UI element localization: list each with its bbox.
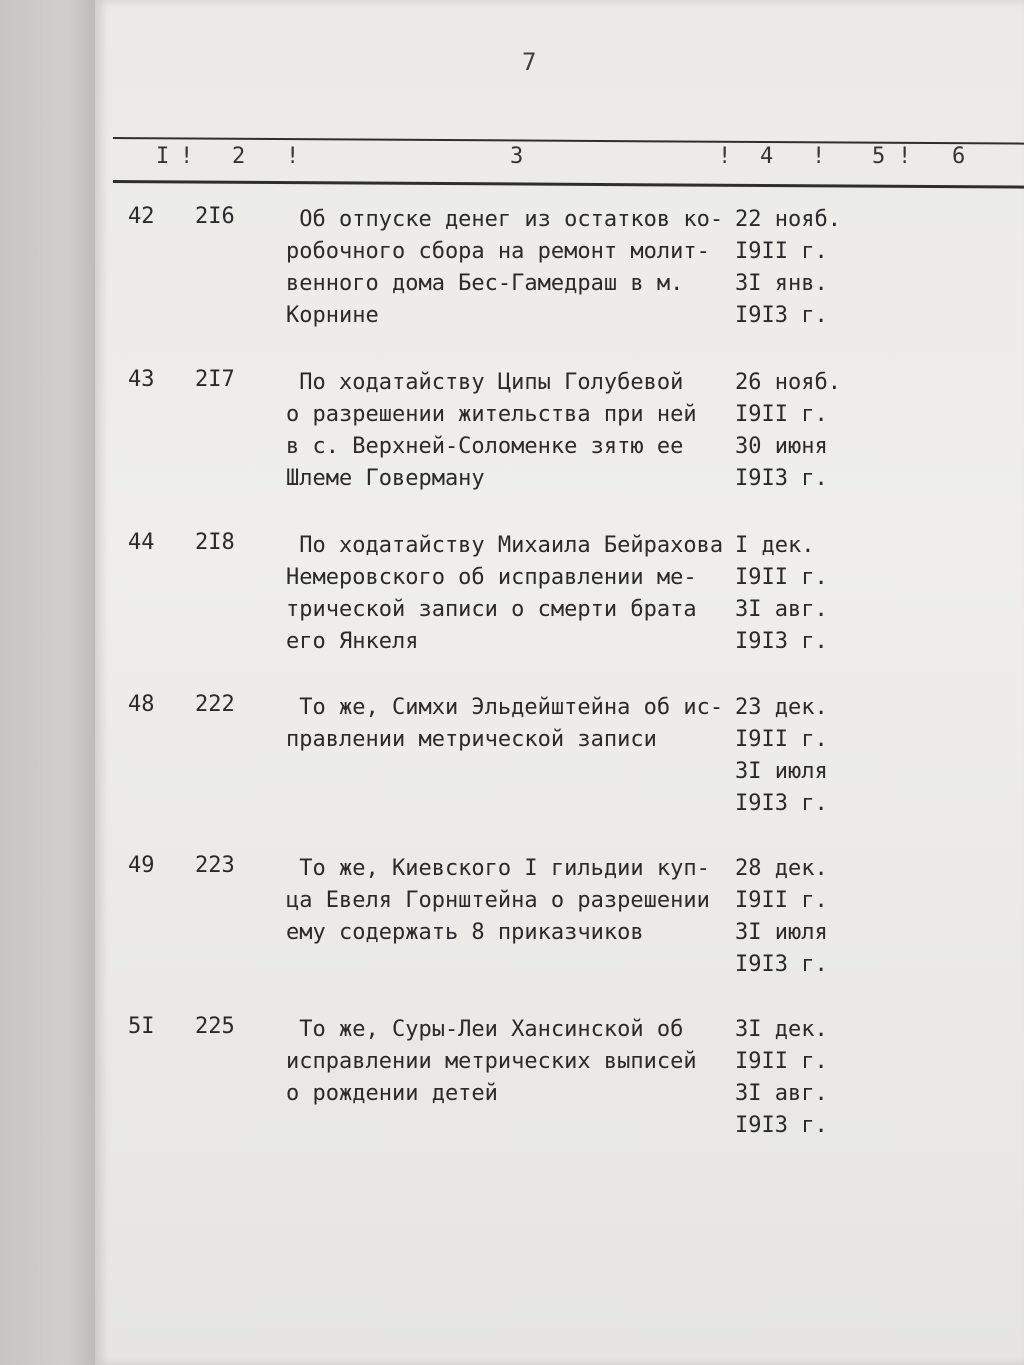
date-line: 22 нояб. <box>735 207 841 232</box>
header-col-5: 5 <box>872 144 886 169</box>
file-number: 222 <box>195 692 235 717</box>
date-line: I9II г. <box>735 239 828 264</box>
file-number: 2I8 <box>195 530 235 555</box>
header-col-6: 6 <box>952 144 966 169</box>
date-line: 26 нояб. <box>735 370 841 395</box>
description-line: венного дома Бес-Гамедраш в м. <box>286 271 684 296</box>
date-line: I9I3 г. <box>735 1113 828 1138</box>
date-line: 3I янв. <box>735 271 828 296</box>
record-number: 43 <box>128 367 155 392</box>
date-line: 23 дек. <box>735 695 828 720</box>
record-description <box>286 204 726 332</box>
description-line: о разрешении жительства при ней <box>286 402 697 427</box>
record-number: 42 <box>128 204 155 229</box>
header-separator: ! <box>812 144 826 169</box>
header-col-1: I <box>156 144 170 169</box>
description-line: робочного сбора на ремонт молит- <box>286 239 710 264</box>
date-line: I9II г. <box>735 402 828 427</box>
description-line: То же, Симхи Эльдейштейна об ис- <box>286 695 724 720</box>
date-line: 3I июля <box>735 920 828 945</box>
description-line: в с. Верхней-Соломенке зятю ее <box>286 434 684 459</box>
date-line: I9II г. <box>735 888 828 913</box>
date-line: I9I3 г. <box>735 466 828 491</box>
date-line: I9II г. <box>735 1049 828 1074</box>
description-line: Об отпуске денег из остатков ко- <box>286 207 724 232</box>
description-line: По ходатайству Михаила Бейрахова <box>286 533 724 558</box>
record-dates <box>735 367 841 495</box>
date-line: I дек. <box>735 533 815 558</box>
description-line: Шлеме Говерману <box>286 466 485 491</box>
header-col-3: 3 <box>510 144 524 169</box>
date-line: 30 июня <box>735 434 828 459</box>
record-dates <box>735 204 841 332</box>
description-line: правлении метрической записи <box>286 727 657 752</box>
date-line: 28 дек. <box>735 856 828 881</box>
description-line: То же, Суры-Леи Хансинской об <box>286 1017 684 1042</box>
header-col-4: 4 <box>760 144 774 169</box>
record-number: 48 <box>128 692 155 717</box>
date-line: 3I авг. <box>735 1081 828 1106</box>
description-line: Немеровского об исправлении ме- <box>286 565 697 590</box>
date-line: I9II г. <box>735 565 828 590</box>
record-number: 5I <box>128 1014 155 1039</box>
description-line: Корнине <box>286 303 379 328</box>
date-line: 3I авг. <box>735 597 828 622</box>
header-separator: ! <box>286 144 300 169</box>
description-line: ца Евеля Горнштейна о разрешении <box>286 888 710 913</box>
previous-page-edge <box>0 0 95 1365</box>
page-number: 7 <box>522 48 537 76</box>
file-number: 2I7 <box>195 367 235 392</box>
record-description <box>286 530 726 658</box>
description-line: о рождении детей <box>286 1081 498 1106</box>
description-line: его Янкеля <box>286 629 419 654</box>
date-line: 3I июля <box>735 759 828 784</box>
description-line: исправлении метрических выписей <box>286 1049 697 1074</box>
record-description <box>286 1014 726 1110</box>
date-line: I9I3 г. <box>735 791 828 816</box>
record-dates <box>735 692 828 820</box>
record-description <box>286 853 726 949</box>
description-line: По ходатайству Ципы Голубевой <box>286 370 684 395</box>
description-line: трической записи о смерти брата <box>286 597 697 622</box>
date-line: 3I дек. <box>735 1017 828 1042</box>
file-number: 223 <box>195 853 235 878</box>
header-separator: ! <box>898 144 912 169</box>
header-col-2: 2 <box>232 144 246 169</box>
file-number: 225 <box>195 1014 235 1039</box>
record-dates <box>735 1014 828 1142</box>
description-line: То же, Киевского I гильдии куп- <box>286 856 710 881</box>
record-dates <box>735 530 828 658</box>
header-separator: ! <box>718 144 732 169</box>
file-number: 2I6 <box>195 204 235 229</box>
header-separator: ! <box>180 144 194 169</box>
record-dates <box>735 853 828 981</box>
date-line: I9I3 г. <box>735 952 828 977</box>
date-line: I9II г. <box>735 727 828 752</box>
record-number: 44 <box>128 530 155 555</box>
record-description <box>286 367 726 495</box>
record-description <box>286 692 726 756</box>
record-number: 49 <box>128 853 155 878</box>
date-line: I9I3 г. <box>735 303 828 328</box>
date-line: I9I3 г. <box>735 629 828 654</box>
description-line: ему содержать 8 приказчиков <box>286 920 644 945</box>
